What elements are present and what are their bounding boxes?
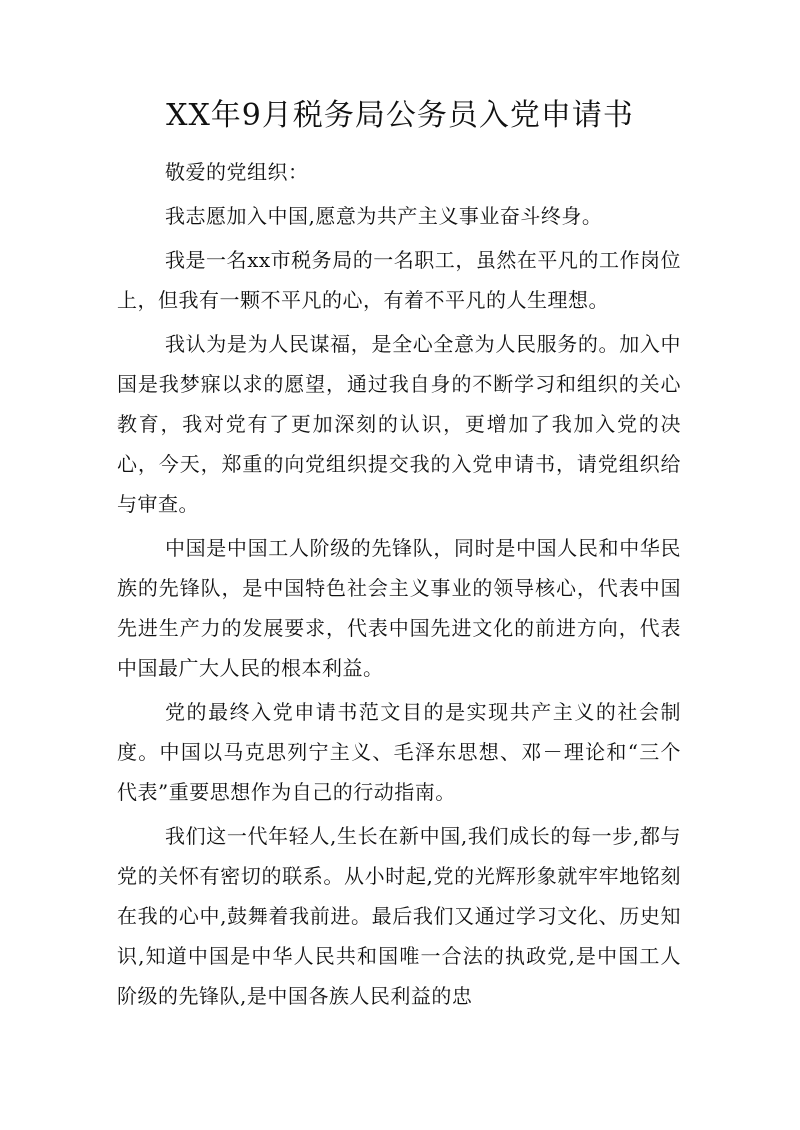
document-title: XX年9月税务局公务员入党申请书 [166, 98, 634, 133]
paragraph: 我认为是为人民谋福，是全心全意为人民服务的。加入中国是我梦寐以求的愿望，通过我自身的不断学习和组织的关心教育，我对党有了更加深刻的认识，更增加了我加入党的决心，今天，郑重的向党组织提交我的入党申请书，请党组织给与审查。 [117, 332, 681, 516]
paragraph: 我志愿加入中国,愿意为共产主义事业奋斗终身。 [165, 204, 603, 228]
salutation: 敬爱的党组织： [165, 160, 309, 184]
document-body [117, 152, 681, 1020]
paragraph: 党的最终入党申请书范文目的是实现共产主义的社会制度。中国以马克思列宁主义、毛泽东思想、邓－理论和“三个代表”重要思想作为自己的行动指南。 [117, 700, 681, 804]
paragraph: 我们这一代年轻人,生长在新中国,我们成长的每一步,都与党的关怀有密切的联系。从小时起,党的光辉形象就牢牢地铭刻在我的心中,鼓舞着我前进。最后我们又通过学习文化、历史知识,知道中国是中华人民共和国唯一合法的执政党,是中国工人阶级的先锋队,是中国各族人民利益的忠 [117, 824, 681, 1008]
paragraph: 我是一名xx市税务局的一名职工，虽然在平凡的工作岗位上，但我有一颗不平凡的心，有着不平凡的人生理想。 [117, 248, 681, 312]
paragraph: 中国是中国工人阶级的先锋队，同时是中国人民和中华民族的先锋队，是中国特色社会主义事业的领导核心，代表中国先进生产力的发展要求，代表中国先进文化的前进方向，代表中国最广大人民的根本利益。 [117, 536, 681, 680]
